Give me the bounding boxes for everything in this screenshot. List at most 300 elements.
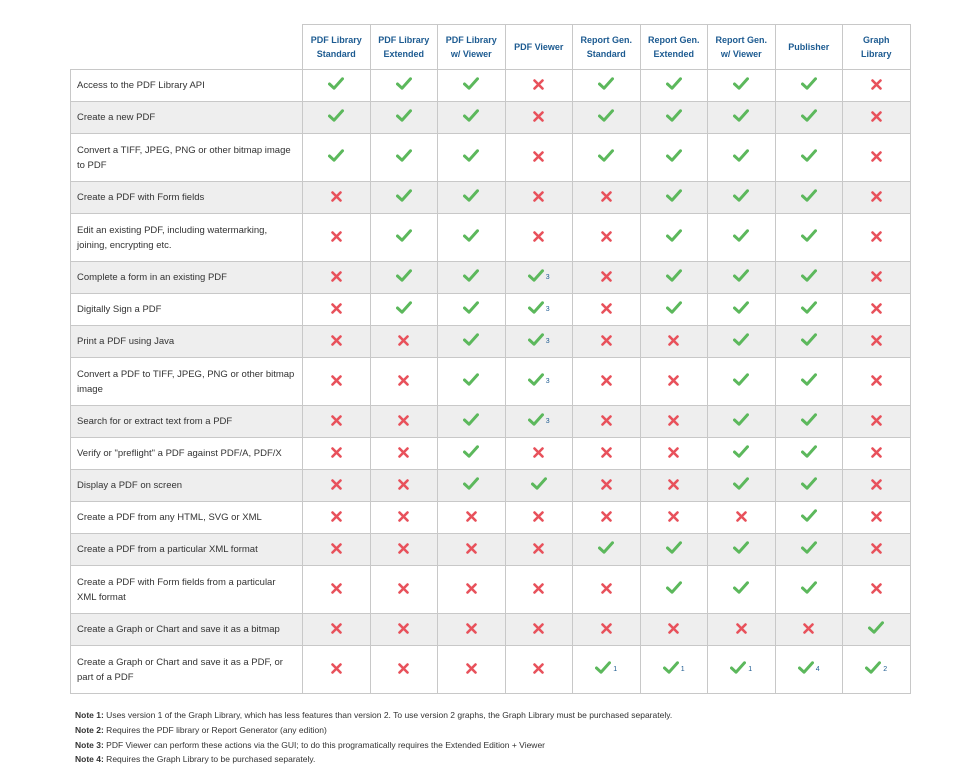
support-cell (438, 134, 506, 182)
cross-icon (871, 583, 882, 594)
check-icon (666, 269, 682, 282)
cross-icon (736, 623, 747, 634)
cross-icon (398, 447, 409, 458)
cross-icon (533, 623, 544, 634)
support-cell (438, 566, 506, 614)
check-icon (396, 301, 412, 314)
check-icon (666, 77, 682, 90)
support-cell (303, 262, 371, 294)
feature-label: Convert a PDF to TIFF, JPEG, PNG or other bitmap image (71, 358, 303, 406)
check-icon (798, 661, 820, 674)
support-cell (775, 534, 843, 566)
table-row (71, 534, 911, 566)
cross-icon (398, 415, 409, 426)
check-icon (328, 149, 344, 162)
cross-icon (331, 303, 342, 314)
note-reference: 3 (545, 417, 550, 425)
footnote-label: Note 1: (75, 710, 104, 720)
column-header (573, 25, 641, 70)
cross-icon (533, 447, 544, 458)
support-cell (640, 566, 708, 614)
cross-icon (533, 511, 544, 522)
check-icon (801, 581, 817, 594)
support-cell (573, 214, 641, 262)
support-cell (573, 294, 641, 326)
support-cell (505, 182, 573, 214)
support-cell (708, 438, 776, 470)
check-icon (733, 477, 749, 490)
cross-icon (601, 191, 612, 202)
cross-icon (398, 543, 409, 554)
column-header (640, 25, 708, 70)
column-header (303, 25, 371, 70)
support-cell (640, 214, 708, 262)
check-icon (801, 373, 817, 386)
check-icon (463, 189, 479, 202)
check-icon (733, 445, 749, 458)
check-icon (463, 477, 479, 490)
support-cell (708, 614, 776, 646)
support-cell (775, 294, 843, 326)
footnote (75, 708, 672, 723)
check-icon (801, 541, 817, 554)
feature-label: Print a PDF using Java (71, 326, 303, 358)
column-header-line1: Graph (862, 35, 890, 45)
feature-label: Convert a TIFF, JPEG, PNG or other bitmap image to PDF (71, 134, 303, 182)
support-cell (303, 134, 371, 182)
support-cell (708, 70, 776, 102)
check-icon (598, 109, 614, 122)
check-icon (733, 541, 749, 554)
check-icon (463, 149, 479, 162)
support-cell (843, 214, 911, 262)
support-cell (303, 502, 371, 534)
table-row (71, 614, 911, 646)
check-icon (328, 77, 344, 90)
support-cell (505, 294, 573, 326)
cross-icon (533, 543, 544, 554)
support-cell (303, 70, 371, 102)
cross-icon (533, 231, 544, 242)
table-row (71, 646, 911, 694)
cross-icon (466, 583, 477, 594)
feature-label: Edit an existing PDF, including watermarking, joining, encrypting etc. (71, 214, 303, 262)
check-icon (328, 109, 344, 122)
support-cell (775, 438, 843, 470)
support-cell (505, 566, 573, 614)
support-cell (438, 502, 506, 534)
check-icon (463, 77, 479, 90)
feature-label: Create a Graph or Chart and save it as a bitmap (71, 614, 303, 646)
cross-icon (331, 543, 342, 554)
check-icon (733, 413, 749, 426)
support-cell (573, 134, 641, 182)
support-cell (303, 406, 371, 438)
cross-icon (533, 583, 544, 594)
footnote-label: Note 4: (75, 754, 104, 765)
check-icon (801, 229, 817, 242)
support-cell (640, 262, 708, 294)
cross-icon (331, 375, 342, 386)
check-icon (598, 149, 614, 162)
feature-label: Create a new PDF (71, 102, 303, 134)
support-cell (775, 262, 843, 294)
support-cell (370, 326, 438, 358)
support-cell (843, 294, 911, 326)
cross-icon (331, 335, 342, 346)
column-header-line2: Standard (586, 49, 626, 59)
feature-label: Create a PDF from a particular XML format (71, 534, 303, 566)
support-cell (640, 406, 708, 438)
column-header-line1: Publisher (788, 42, 830, 52)
support-cell (438, 262, 506, 294)
support-cell (573, 566, 641, 614)
support-cell (640, 70, 708, 102)
cross-icon (398, 623, 409, 634)
note-reference: 3 (545, 273, 550, 281)
support-cell (708, 134, 776, 182)
check-icon (865, 661, 887, 674)
cross-icon (398, 511, 409, 522)
check-icon (528, 373, 550, 386)
cross-icon (398, 583, 409, 594)
check-icon (801, 189, 817, 202)
check-icon (801, 413, 817, 426)
support-cell (438, 102, 506, 134)
table-row (71, 438, 911, 470)
support-cell (708, 566, 776, 614)
check-icon (801, 477, 817, 490)
cross-icon (871, 79, 882, 90)
check-icon (463, 109, 479, 122)
column-header (370, 25, 438, 70)
check-icon (733, 333, 749, 346)
support-cell (573, 358, 641, 406)
support-cell (438, 406, 506, 438)
feature-comparison-table (70, 24, 911, 694)
check-icon (463, 413, 479, 426)
footnotes (75, 708, 672, 767)
support-cell (438, 294, 506, 326)
check-icon (595, 661, 617, 674)
support-cell (438, 534, 506, 566)
support-cell (708, 646, 776, 694)
note-reference: 4 (815, 665, 820, 673)
check-icon (801, 333, 817, 346)
cross-icon (331, 271, 342, 282)
support-cell (370, 470, 438, 502)
support-cell (843, 358, 911, 406)
check-icon (463, 445, 479, 458)
cross-icon (871, 375, 882, 386)
support-cell (370, 534, 438, 566)
support-cell (708, 534, 776, 566)
support-cell (370, 358, 438, 406)
support-cell (505, 502, 573, 534)
support-cell (640, 294, 708, 326)
support-cell (775, 614, 843, 646)
support-cell (573, 646, 641, 694)
support-cell (573, 102, 641, 134)
support-cell (303, 294, 371, 326)
table-row (71, 134, 911, 182)
cross-icon (668, 511, 679, 522)
support-cell (438, 470, 506, 502)
support-cell (775, 214, 843, 262)
cross-icon (398, 663, 409, 674)
support-cell (708, 214, 776, 262)
footnote-label: Note 2: (75, 724, 104, 735)
support-cell (303, 358, 371, 406)
cross-icon (331, 415, 342, 426)
support-cell (775, 646, 843, 694)
support-cell (843, 102, 911, 134)
table-body (71, 70, 911, 694)
support-cell (573, 614, 641, 646)
table-row (71, 566, 911, 614)
support-cell (640, 534, 708, 566)
column-header-line1: PDF Library (445, 35, 497, 45)
support-cell (708, 358, 776, 406)
support-cell (573, 70, 641, 102)
support-cell (775, 326, 843, 358)
cross-icon (601, 335, 612, 346)
cross-icon (331, 511, 342, 522)
support-cell (438, 614, 506, 646)
support-cell (573, 262, 641, 294)
cross-icon (601, 415, 612, 426)
support-cell (640, 438, 708, 470)
column-header-line1: Report Gen. (647, 35, 700, 45)
table-row (71, 70, 911, 102)
support-cell (505, 134, 573, 182)
support-cell (775, 406, 843, 438)
column-header-line1: PDF Library (310, 35, 362, 45)
support-cell (505, 406, 573, 438)
support-cell (573, 406, 641, 438)
support-cell (303, 534, 371, 566)
table-row (71, 262, 911, 294)
support-cell (438, 646, 506, 694)
cross-icon (803, 623, 814, 634)
support-cell (708, 102, 776, 134)
check-icon (463, 333, 479, 346)
feature-label: Search for or extract text from a PDF (71, 406, 303, 438)
feature-label: Create a PDF with Form fields from a particular XML format (71, 566, 303, 614)
feature-label: Display a PDF on screen (71, 470, 303, 502)
support-cell (303, 614, 371, 646)
check-icon (801, 77, 817, 90)
support-cell (370, 294, 438, 326)
support-cell (843, 534, 911, 566)
check-icon (666, 229, 682, 242)
table-row (71, 470, 911, 502)
check-icon (463, 269, 479, 282)
feature-label: Create a PDF from any HTML, SVG or XML (71, 502, 303, 534)
note-reference: 2 (883, 665, 888, 673)
column-header-line2: w/ Viewer (720, 49, 762, 59)
support-cell (438, 70, 506, 102)
check-icon (733, 149, 749, 162)
note-reference: 3 (545, 377, 550, 385)
feature-label: Verify or "preflight" a PDF against PDF/A, PDF/X (71, 438, 303, 470)
footnote-label: Note 3: (75, 739, 104, 750)
cross-icon (871, 479, 882, 490)
support-cell (775, 358, 843, 406)
check-icon (868, 621, 884, 634)
cross-icon (601, 271, 612, 282)
column-header-line2: Extended (653, 49, 694, 59)
cross-icon (466, 663, 477, 674)
cross-icon (331, 479, 342, 490)
support-cell (505, 614, 573, 646)
support-cell (370, 614, 438, 646)
support-cell (843, 262, 911, 294)
support-cell (303, 646, 371, 694)
support-cell (438, 182, 506, 214)
support-cell (303, 470, 371, 502)
table-row (71, 182, 911, 214)
check-icon (730, 661, 752, 674)
table-row (71, 502, 911, 534)
check-icon (528, 269, 550, 282)
cross-icon (398, 375, 409, 386)
footnote-text: Uses version 1 of the Graph Library, which has less features than version 2. To use version 2 graphs, the Graph Library must be purchased separately. (103, 710, 673, 720)
cross-icon (668, 335, 679, 346)
cross-icon (668, 447, 679, 458)
cross-icon (601, 231, 612, 242)
cross-icon (871, 447, 882, 458)
support-cell (505, 70, 573, 102)
support-cell (505, 438, 573, 470)
cross-icon (871, 151, 882, 162)
feature-label: Access to the PDF Library API (71, 70, 303, 102)
support-cell (370, 70, 438, 102)
cross-icon (668, 415, 679, 426)
check-icon (396, 109, 412, 122)
cross-icon (871, 303, 882, 314)
check-icon (598, 541, 614, 554)
check-icon (396, 149, 412, 162)
check-icon (666, 581, 682, 594)
cross-icon (466, 623, 477, 634)
support-cell (843, 326, 911, 358)
support-cell (775, 134, 843, 182)
support-cell (775, 102, 843, 134)
support-cell (370, 182, 438, 214)
support-cell (640, 470, 708, 502)
note-reference: 3 (545, 305, 550, 313)
cross-icon (533, 151, 544, 162)
support-cell (708, 262, 776, 294)
check-icon (666, 109, 682, 122)
support-cell (708, 294, 776, 326)
cross-icon (398, 335, 409, 346)
column-header-line2: Standard (316, 49, 356, 59)
support-cell (438, 438, 506, 470)
support-cell (505, 358, 573, 406)
table-row (71, 326, 911, 358)
support-cell (303, 326, 371, 358)
check-icon (801, 301, 817, 314)
support-cell (640, 134, 708, 182)
support-cell (708, 406, 776, 438)
support-cell (843, 566, 911, 614)
cross-icon (736, 511, 747, 522)
check-icon (733, 109, 749, 122)
support-cell (843, 614, 911, 646)
cross-icon (871, 111, 882, 122)
support-cell (775, 70, 843, 102)
support-cell (640, 182, 708, 214)
column-header (438, 25, 506, 70)
footnote (75, 723, 672, 738)
cross-icon (601, 583, 612, 594)
support-cell (505, 646, 573, 694)
footnote (75, 738, 672, 753)
footnote-text: Requires the Graph Library to be purchased separately. (103, 754, 316, 765)
support-cell (573, 470, 641, 502)
column-header-line1: PDF Viewer (514, 42, 564, 52)
footnote (75, 752, 672, 767)
column-header (708, 25, 776, 70)
note-reference: 1 (748, 665, 753, 673)
support-cell (438, 214, 506, 262)
column-header-line1: Report Gen. (715, 35, 767, 45)
check-icon (666, 301, 682, 314)
cross-icon (601, 375, 612, 386)
feature-label: Create a PDF with Form fields (71, 182, 303, 214)
support-cell (573, 326, 641, 358)
support-cell (370, 134, 438, 182)
feature-label: Create a Graph or Chart and save it as a PDF, or part of a PDF (71, 646, 303, 694)
support-cell (843, 182, 911, 214)
cross-icon (331, 231, 342, 242)
cross-icon (466, 543, 477, 554)
support-cell (775, 502, 843, 534)
support-cell (505, 534, 573, 566)
cross-icon (533, 111, 544, 122)
check-icon (733, 373, 749, 386)
check-icon (801, 269, 817, 282)
table-row (71, 102, 911, 134)
support-cell (505, 214, 573, 262)
column-header (775, 25, 843, 70)
cross-icon (601, 447, 612, 458)
support-cell (640, 614, 708, 646)
cross-icon (871, 271, 882, 282)
cross-icon (871, 191, 882, 202)
support-cell (843, 406, 911, 438)
support-cell (505, 262, 573, 294)
support-cell (843, 646, 911, 694)
support-cell (640, 102, 708, 134)
support-cell (573, 182, 641, 214)
support-cell (303, 566, 371, 614)
cross-icon (331, 623, 342, 634)
check-icon (801, 149, 817, 162)
check-icon (396, 229, 412, 242)
check-icon (666, 189, 682, 202)
support-cell (370, 438, 438, 470)
column-header-line2: Extended (383, 49, 424, 59)
support-cell (573, 502, 641, 534)
support-cell (708, 502, 776, 534)
check-icon (396, 269, 412, 282)
support-cell (370, 566, 438, 614)
cross-icon (871, 543, 882, 554)
cross-icon (331, 447, 342, 458)
